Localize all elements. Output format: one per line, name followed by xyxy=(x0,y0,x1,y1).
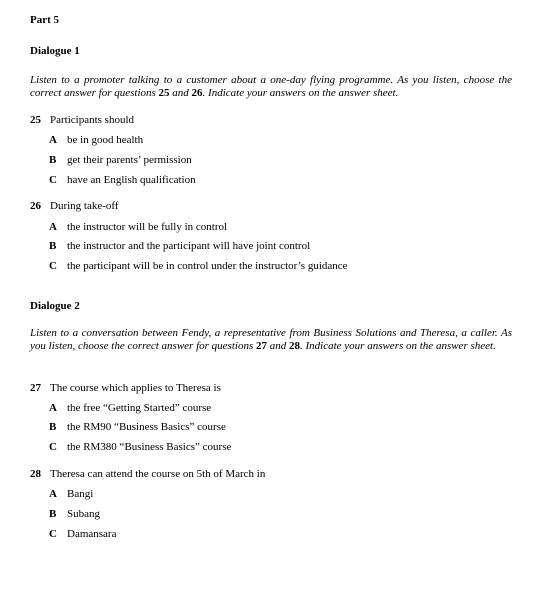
dialogue-1-instruction: Listen to a promoter talking to a customer about a one-day flying programme. As you listen, choose the correct answer for questions 25 and 26. Indicate your answers on the answer sheet. xyxy=(30,74,512,99)
option-text: get their parents’ permission xyxy=(67,154,192,166)
dialogue-2-instruction: Listen to a conversation between Fendy, a representative from Business Solutions and Theresa, a caller. As you listen, choose the correct answer for questions 27 and 28. Indicate your answers on the answer sheet. xyxy=(30,327,512,352)
part-title: Part 5 xyxy=(30,14,60,26)
option-text: the RM380 “Business Basics” course xyxy=(67,441,232,453)
question-number: 26 xyxy=(30,200,41,212)
dialogue-1-heading: Dialogue 1 xyxy=(30,45,80,57)
option-text: the instructor and the participant will have joint control xyxy=(67,240,311,252)
option-text: Damansara xyxy=(67,528,117,540)
option-letter: B xyxy=(49,508,57,520)
question-number: 25 xyxy=(30,114,41,126)
option-letter: B xyxy=(49,421,57,433)
option-letter: A xyxy=(49,488,57,500)
option-text: the RM90 “Business Basics” course xyxy=(67,421,226,433)
dialogue-2-heading: Dialogue 2 xyxy=(30,300,80,312)
option-text: be in good health xyxy=(67,134,144,146)
option-text: the free “Getting Started” course xyxy=(67,402,212,414)
question-text: During take-off xyxy=(50,200,119,212)
question-text: The course which applies to Theresa is xyxy=(50,382,221,394)
option-text: the instructor will be fully in control xyxy=(67,221,228,233)
question-text: Theresa can attend the course on 5th of March in xyxy=(50,468,266,480)
option-letter: A xyxy=(49,402,57,414)
option-letter: A xyxy=(49,221,57,233)
option-text: Bangi xyxy=(67,488,94,500)
question-number: 27 xyxy=(30,382,41,394)
option-letter: C xyxy=(49,260,57,272)
question-number: 28 xyxy=(30,468,41,480)
option-letter: C xyxy=(49,174,57,186)
option-letter: C xyxy=(49,528,57,540)
option-text: have an English qualification xyxy=(67,174,196,186)
option-letter: A xyxy=(49,134,57,146)
question-text: Participants should xyxy=(50,114,135,126)
option-letter: B xyxy=(49,240,57,252)
option-text: the participant will be in control under the instructor’s guidance xyxy=(67,260,348,272)
option-text: Subang xyxy=(67,508,100,520)
option-letter: B xyxy=(49,154,57,166)
option-letter: C xyxy=(49,441,57,453)
